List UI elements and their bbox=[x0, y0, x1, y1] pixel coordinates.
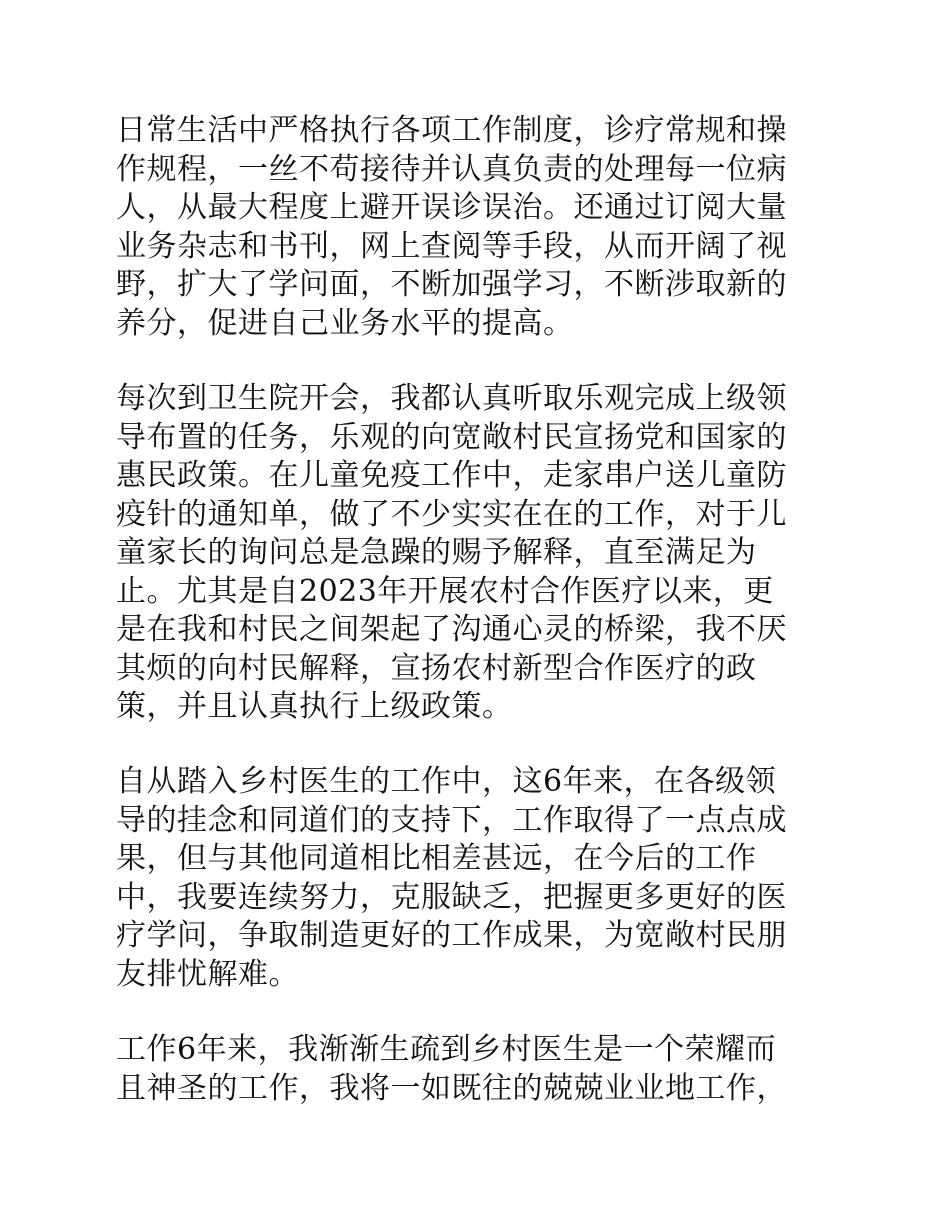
paragraph-3: 自从踏入乡村医生的工作中，这6年来，在各级领 导的挂念和同道们的支持下，工作取得了一点点成 果，但与其他同道相比相差甚远，在今后的工作 中，我要连续努力，克服缺乏，把握更多更好的医 疗学问，争取制造更好的工作成果，为宽敞村民朋 友排忧解难。 bbox=[116, 764, 787, 992]
paragraph-1: 日常生活中严格执行各项工作制度，诊疗常规和操 作规程，一丝不苟接待并认真负责的处理每一位病 人，从最大程度上避开误诊误治。还通过订阅大量 业务杂志和书刊，网上查阅等手段，从而开阔了视 野，扩大了学问面，不断加强学习，不断涉取新的 养分，促进自己业务水平的提高。 bbox=[116, 113, 787, 341]
paragraph-2: 每次到卫生院开会，我都认真听取乐观完成上级领 导布置的任务，乐观的向宽敞村民宣扬党和国家的 惠民政策。在儿童免疫工作中，走家串户送儿童防 疫针的通知单，做了不少实实在在的工作，对于儿 童家长的询问总是急躁的赐予解释，直至满足为 止。尤其是自2023年开展农村合作医疗以来，更 是在我和村民之间架起了沟通心灵的桥梁，我不厌 其烦的向村民解释，宣扬农村新型合作医疗的政 策，并且认真执行上级政策。 bbox=[116, 381, 787, 724]
paragraph-4: 工作6年来，我渐渐生疏到乡村医生是一个荣耀而 且神圣的工作，我将一如既往的兢兢业业地工作， bbox=[116, 1032, 787, 1106]
